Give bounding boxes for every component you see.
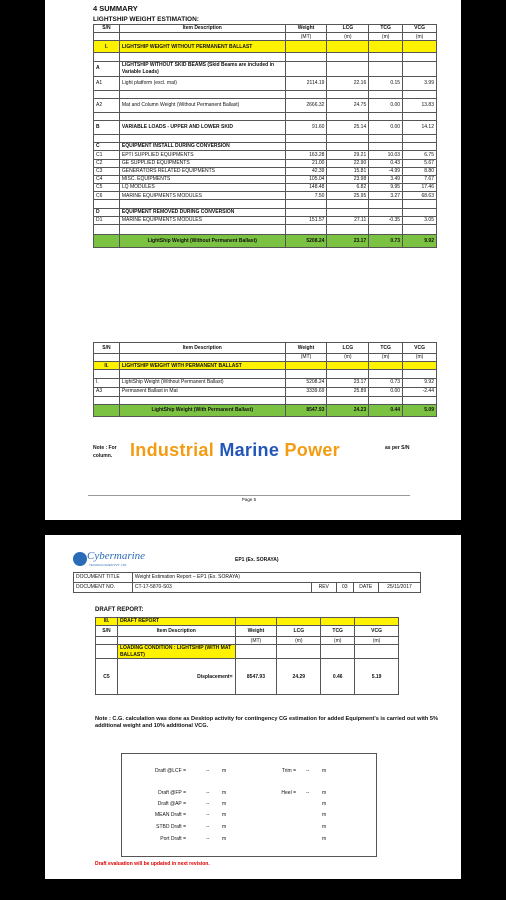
section-row: I. LIGHTSHIP WEIGHT WITHOUT PERMANENT BALLAST	[94, 41, 437, 53]
table-row: A2 Mat and Column Weight (Without Permanent Ballast) 2666.32 24.75 0.00 13.83	[94, 98, 437, 112]
table-row: D1 MARINE EQUIPMENTS MODULES 151.57 27.11 -0.35 3.05	[94, 216, 437, 224]
section-heading: 4 SUMMARY	[93, 4, 138, 13]
document-page-1	[45, 0, 461, 520]
draft-heading: DRAFT REPORT:	[95, 607, 144, 613]
company-logo: Cybermarine TECHNOLOGIES PVT. LTD.	[73, 550, 161, 568]
table-row: A3 Permanent Ballast in Mat 3339.69 25.89 0.00 -2.44	[94, 387, 437, 396]
section-row: II. LIGHTSHIP WEIGHT WITH PERMANENT BALLAST	[94, 362, 437, 370]
units-row: (MT) (m) (m) (m)	[94, 33, 437, 41]
table-row: C1 EPTI SUPPLIED EQUIPMENTS 163.28 29.21 10.03 6.75	[94, 151, 437, 159]
draft-note: Draft evaluation will be updated in next revision.	[95, 861, 210, 867]
document-page-2	[45, 535, 461, 879]
draft-table: III. DRAFT REPORT S/N Item Description Weight LCG TCG VCG (MT) (m) (m) (m) LOADING CONDITION : LIGHTSHIP (WITH MAT BALLAST) C5 Displacement= 8547.93 24.29 0.46 5.19	[95, 617, 399, 695]
table-row: C2 GE SUPPLIED EQUIPMENTS 21.00 22.90 0.43 5.67	[94, 159, 437, 167]
watermark: Industrial Marine Power	[130, 440, 340, 460]
table-row: C EQUIPMENT INSTALL DURING CONVERSION	[94, 143, 437, 151]
table-row: C3 GENERATORS RELATED EQUIPMENTS 42.39 15.81 -4.99 8.80	[94, 167, 437, 175]
total-row: LightShip Weight (Without Permanent Ballast) 5208.24 23.17 0.73 9.92	[94, 235, 437, 248]
table-row: A LIGHTSHIP WITHOUT SKID BEAMS (Skid Beams are included in Variable Loads)	[94, 61, 437, 76]
lightship-table-1	[93, 24, 437, 248]
table-row: C6 MARINE EQUIPMENTS MODULES 7.50 25.95 3.27 68.63	[94, 192, 437, 200]
total-row: LightShip Weight (With Permanent Ballast) 8547.93 24.23 0.44 5.09	[94, 404, 437, 416]
table-title: LIGHTSHIP WEIGHT ESTIMATION:	[93, 16, 199, 23]
table-row: A1 Light platform (excl. mat) 2114.19 22.16 0.15 3.99	[94, 76, 437, 90]
table-row: D EQUIPMENT REMOVED DURING CONVERSION	[94, 208, 437, 216]
table-row: B VARIABLE LOADS - UPPER AND LOWER SKID 91.60 25.14 0.00 14.12	[94, 120, 437, 134]
table-row: C5 LQ MODULES 148.48 6.82 9.95 17.46	[94, 184, 437, 192]
vessel-name: EP1 (Ex. SORAYA)	[235, 557, 279, 563]
page-number: Page 5	[88, 495, 410, 502]
table-row: C4 MISC. EQUIPMENTS 105.04 23.98 3.49 7.67	[94, 175, 437, 183]
globe-icon	[73, 552, 87, 566]
note-text: Note : For	[93, 445, 117, 451]
note-text-end: as per S/N	[385, 445, 410, 451]
cg-note: Note : C.G. calculation was done as Desktop activity for contingency CG estimation for added Equipment's is carried out with 5% additional weight and 10% additional VCG.	[95, 716, 438, 729]
units-row: (MT) (m) (m) (m)	[94, 354, 437, 362]
document-info-table: DOCUMENT TITLE Weight Estimation Report – EP1 (Ex. SORAYA) DOCUMENT NO. CT-17-5870-S03 REV 03 DATE 25/11/2017	[73, 572, 421, 593]
lightship-table-2	[93, 342, 437, 417]
table-row: I. LightShip Weight (Without Permanent Ballast) 5208.24 23.17 0.73 9.92	[94, 378, 437, 387]
table-header-row: S/N Item Description Weight LCG TCG VCG	[94, 343, 437, 354]
draft-values-box: Draft @LCF = -- m Draft @FP = -- m Draft @AP = -- m MEAN Draft = -- m STBD Draft = -- m Port Draft = -- m Trim = -- m Heel = -- m m m m m	[121, 753, 377, 857]
table-header-row: S/N Item Description Weight LCG TCG VCG	[94, 25, 437, 33]
note-text-2: column.	[93, 453, 113, 459]
